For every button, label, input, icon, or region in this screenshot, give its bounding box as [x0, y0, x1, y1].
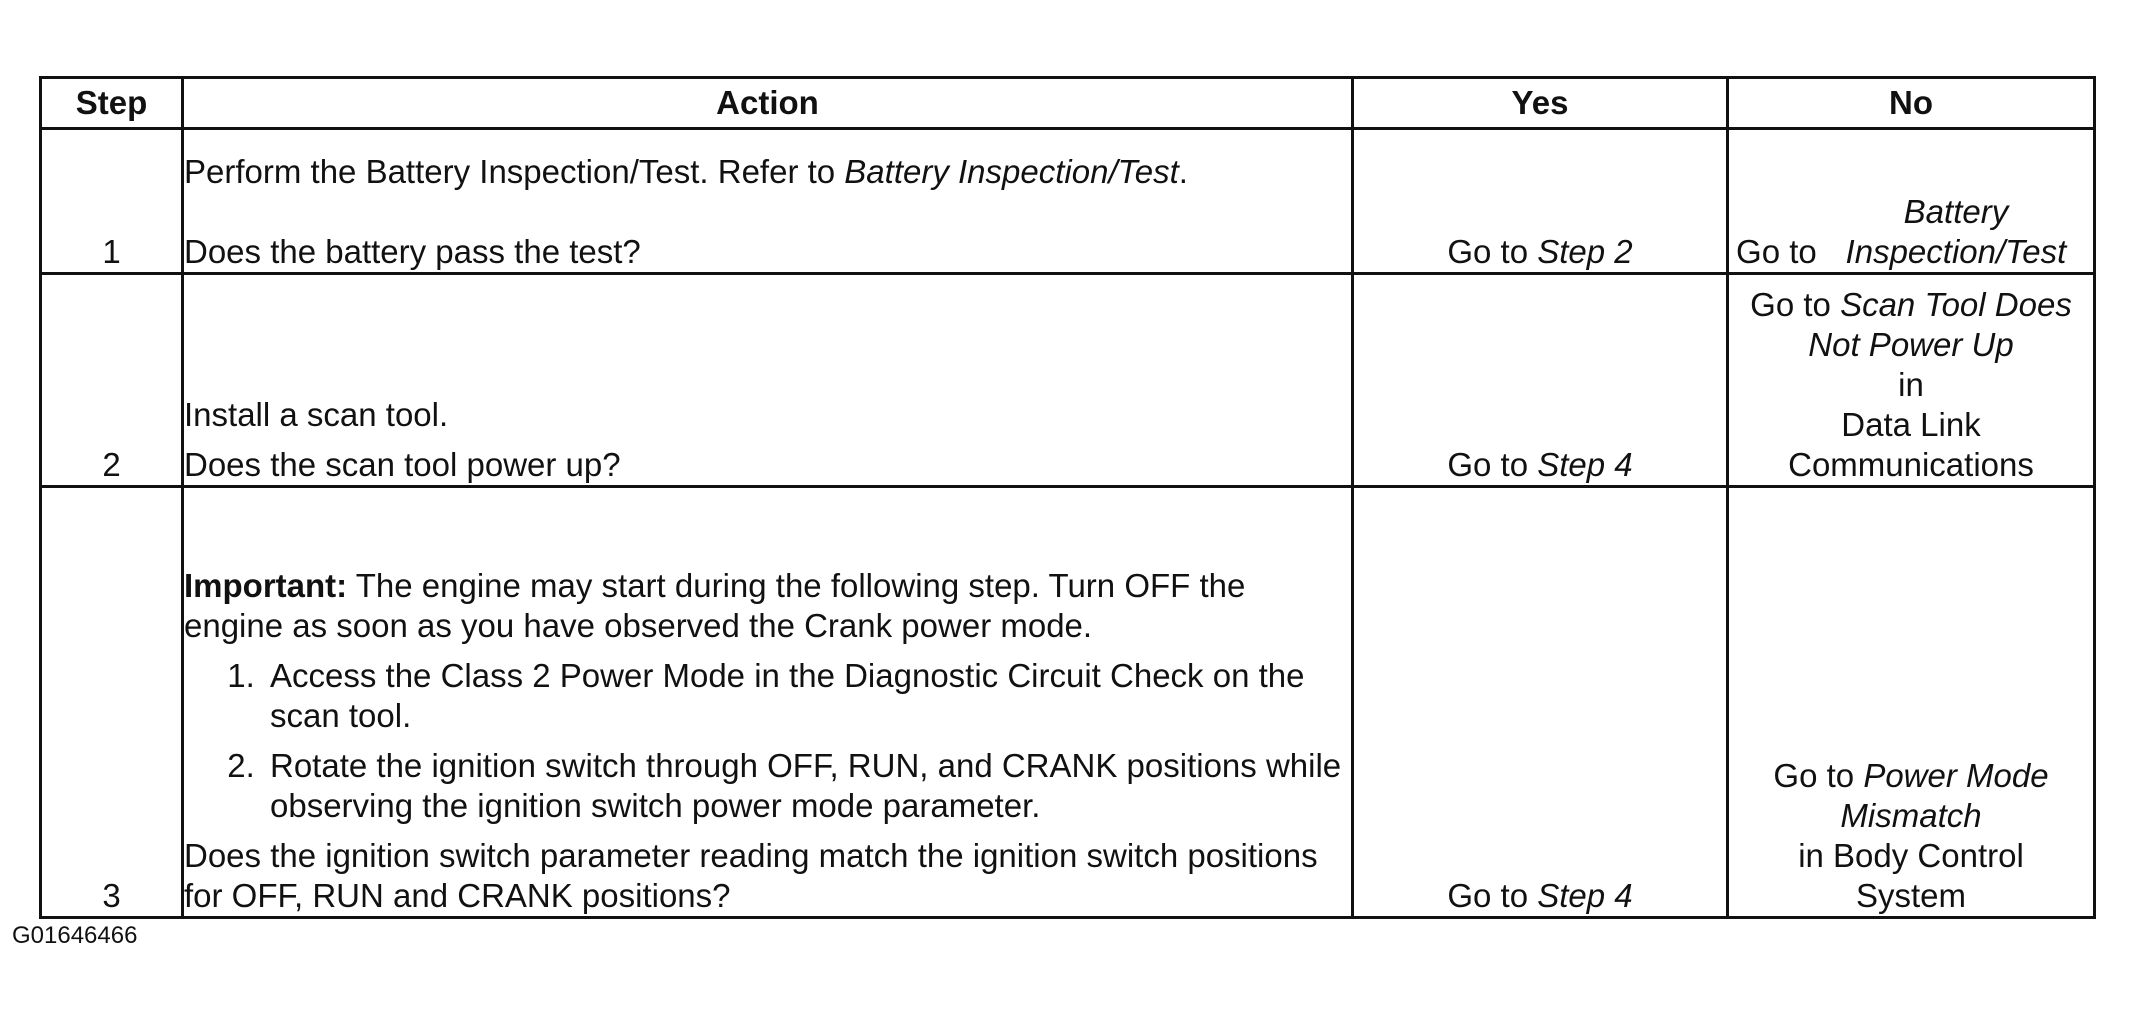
diagnostic-table	[39, 76, 2096, 919]
go-to-step-link[interactable]: Step 4	[1537, 877, 1633, 914]
yes-cell: Go to Step 4	[1353, 487, 1728, 918]
action-instruction: Perform the Battery Inspection/Test. Refer to Battery Inspection/Test.	[184, 153, 1188, 190]
step-number: 1	[41, 129, 183, 274]
header-step: Step	[41, 78, 183, 129]
list-item: 1. Access the Class 2 Power Mode in the Diagnostic Circuit Check on the scan tool.	[264, 656, 1351, 736]
in-label: in	[1898, 366, 1924, 403]
procedure-list	[184, 656, 1351, 826]
header-no: No	[1728, 78, 2095, 129]
figure-id: G01646466	[12, 922, 138, 949]
step-number: 2	[41, 274, 183, 487]
table-header-row	[41, 78, 2095, 129]
header-action: Action	[183, 78, 1353, 129]
header-yes: Yes	[1353, 78, 1728, 129]
section-reference: Data Link Communications	[1788, 406, 2034, 483]
list-item: 2. Rotate the ignition switch through OFF, RUN, and CRANK positions while observing the ignition switch power mode parameter.	[264, 746, 1351, 826]
action-question: Does the scan tool power up?	[184, 446, 621, 483]
action-instruction: Install a scan tool.	[184, 396, 449, 433]
battery-inspection-link[interactable]: Battery Inspection/Test	[844, 153, 1179, 190]
important-label: Important:	[184, 567, 348, 604]
go-to-step-link[interactable]: Step 2	[1537, 233, 1633, 270]
yes-cell: Go to Step 2	[1353, 129, 1728, 274]
important-note: Important: The engine may start during the following step. Turn OFF the engine as soon as you have observed the Crank power mode.	[184, 567, 1246, 644]
go-to-step-link[interactable]: Step 4	[1537, 446, 1633, 483]
table-row	[41, 129, 2095, 274]
power-mode-mismatch-link[interactable]: Power Mode Mismatch	[1840, 757, 2049, 834]
section-reference: in Body Control System	[1798, 837, 2024, 914]
action-question: Does the battery pass the test?	[184, 233, 641, 270]
action-cell	[183, 487, 1353, 918]
table-row	[41, 274, 2095, 487]
action-cell	[183, 274, 1353, 487]
no-cell: Go to Scan Tool Does Not Power Up in Data Link Communications	[1728, 274, 2095, 487]
no-cell: Go to Battery Inspection/Test	[1728, 129, 2095, 274]
scan-tool-power-link[interactable]: Scan Tool Does Not Power Up	[1808, 286, 2072, 363]
yes-cell: Go to Step 4	[1353, 274, 1728, 487]
table-row	[41, 487, 2095, 918]
action-question: Does the ignition switch parameter reading match the ignition switch positions for OFF, RUN and CRANK positions?	[184, 837, 1318, 914]
action-cell	[183, 129, 1353, 274]
battery-inspection-link[interactable]: Battery Inspection/Test	[1845, 193, 2067, 270]
step-number: 3	[41, 487, 183, 918]
no-cell: Go to Power Mode Mismatch in Body Control System	[1728, 487, 2095, 918]
